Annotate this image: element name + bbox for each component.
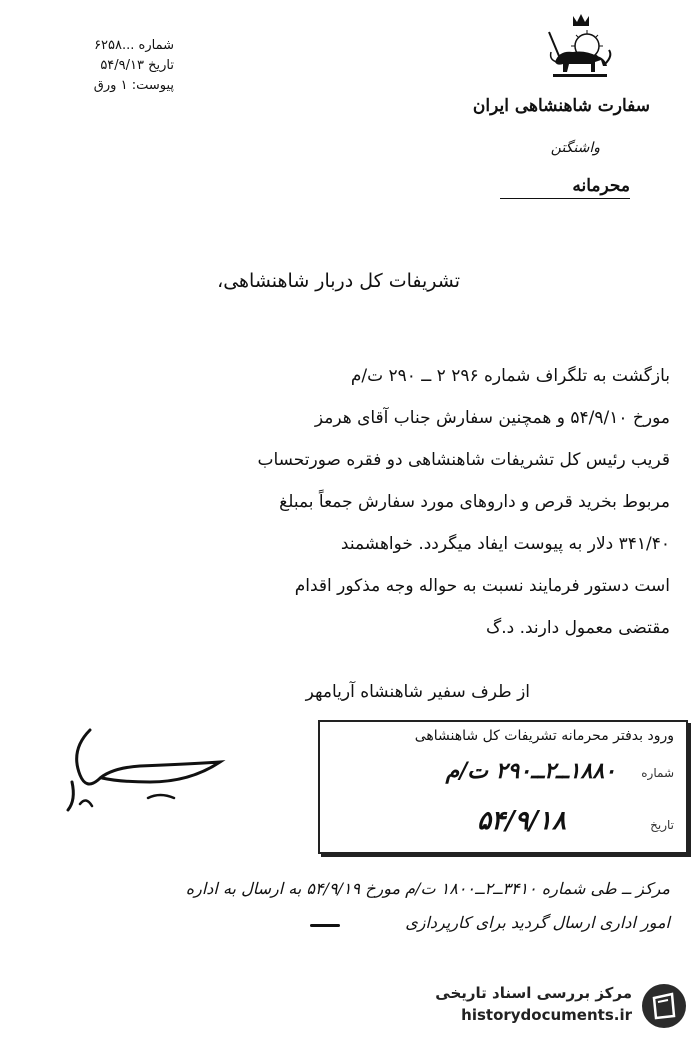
embassy-city: واشنگتن bbox=[550, 140, 600, 156]
body-line: ۳۴۱/۴۰ دلار به پیوست ایفاد میگردد. خواهشمند bbox=[340, 534, 670, 554]
note-line: مرکز ــ طی شماره ۳۴۱۰ــ۲ــ۱۸۰۰ ت/م مورخ ۵۴/۹/۱۹ به ارسال به اداره bbox=[185, 879, 670, 898]
watermark-url: historydocuments.ir bbox=[461, 1006, 632, 1024]
body-line: است دستور فرمایند نسبت به حواله وجه مذکور اقدام bbox=[294, 576, 670, 596]
archive-watermark bbox=[420, 978, 690, 1034]
stamp-number-value: ۱۸۸۰ــ۲ــ۲۹۰ ت/م bbox=[445, 758, 616, 784]
reference-block bbox=[14, 36, 174, 96]
reference-number: شماره ...۶۲۵۸ bbox=[94, 38, 174, 53]
lion-and-sun-emblem-icon bbox=[545, 12, 615, 80]
reference-date: تاریخ ۵۴/۹/۱۳ bbox=[100, 58, 174, 73]
receipt-stamp bbox=[318, 720, 688, 854]
handwritten-note bbox=[30, 872, 670, 940]
stamp-number-label: شماره bbox=[641, 766, 674, 780]
stamp-date-value: ۵۴/۹/۱۸ bbox=[477, 806, 566, 836]
classification-label: محرمانه bbox=[500, 176, 630, 199]
addressee-line: تشریفات کل دربار شاهنشاهی، bbox=[217, 270, 460, 292]
body-line: مربوط بخرید قرص و داروهای مورد سفارش جمعاً بمبلغ bbox=[279, 492, 670, 512]
body-line: قریب رئیس کل تشریفات شاهنشاهی دو فقره صورتحساب bbox=[257, 450, 670, 470]
stamp-title: ورود بدفتر محرمانه تشریفات کل شاهنشاهی bbox=[414, 728, 674, 744]
handwritten-signature bbox=[50, 720, 240, 820]
body-line: مورخ ۵۴/۹/۱۰ و همچنین سفارش جناب آقای هرمز bbox=[314, 408, 670, 428]
body-line: مقتضی معمول دارند. د.گ bbox=[486, 618, 670, 638]
letter-body bbox=[30, 355, 670, 649]
stamp-date-label: تاریخ bbox=[650, 818, 674, 832]
watermark-org-name: مرکز بررسی اسناد تاریخی bbox=[435, 984, 632, 1002]
signoff-line: از طرف سفیر شاهنشاه آریامهر bbox=[305, 682, 530, 702]
reference-attachment: پیوست: ۱ ورق bbox=[93, 78, 174, 93]
archive-logo-icon bbox=[642, 984, 686, 1028]
pen-mark bbox=[310, 924, 340, 927]
embassy-name: سفارت شاهنشاهی ایران bbox=[472, 96, 650, 116]
body-line: بازگشت به تلگراف شماره ۲۹۶ ۲ ــ ۲۹۰ ت/م bbox=[350, 366, 670, 386]
note-line: امور اداری ارسال گردید برای کارپردازی bbox=[405, 913, 670, 932]
